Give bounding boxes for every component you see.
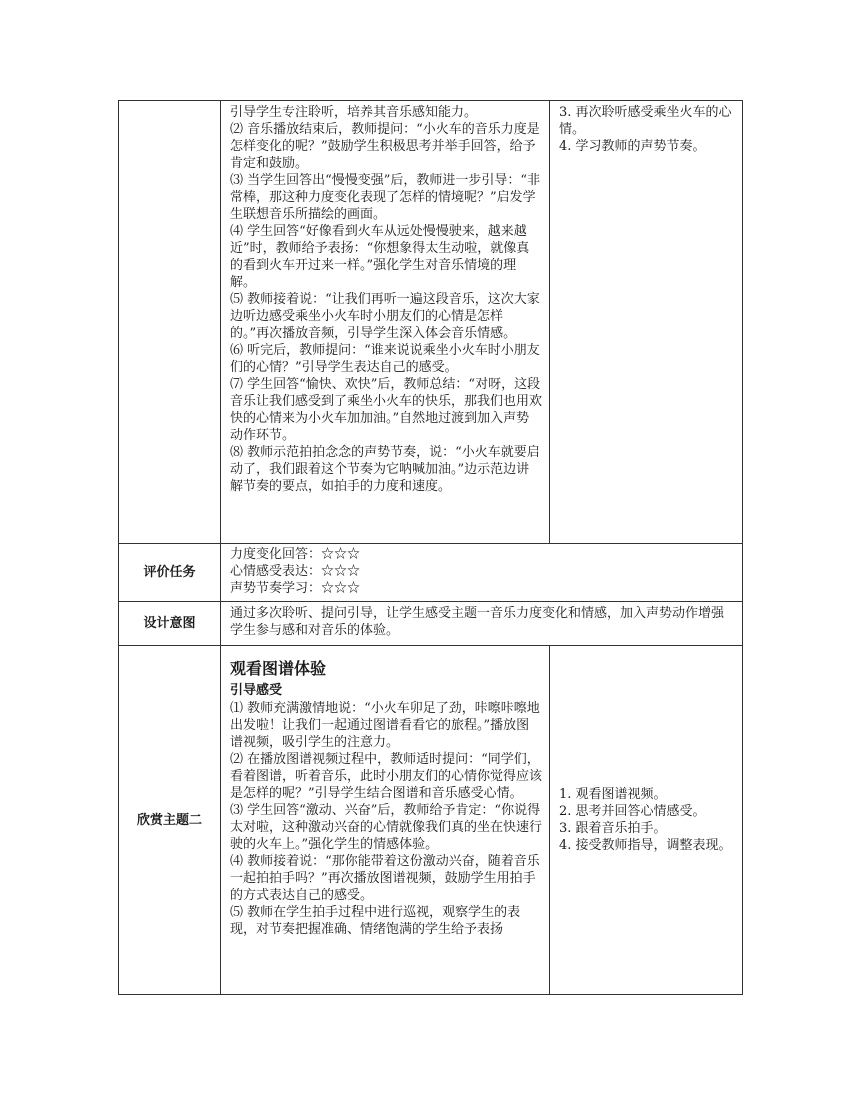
student-item: 4. 学习教师的声势节奏。 bbox=[559, 139, 706, 154]
activity-paragraph: ⑵ 音乐播放结束后，教师提问：“小火车的音乐力度是怎样变化的呢？”鼓励学生积极思考并举手回答，给予肯定和鼓励。 bbox=[230, 122, 540, 171]
activity-paragraph: ⑷ 教师接着说：“那你能带着这份激动兴奋，随着音乐一起拍拍手吗？”再次播放图谱视频，鼓励学生用拍手的方式表达自己的感受。 bbox=[230, 854, 540, 903]
evaluation-item: 声势节奏学习：☆☆☆ bbox=[230, 581, 361, 596]
student-activities-cell bbox=[550, 101, 743, 544]
row-design-intent bbox=[119, 602, 743, 646]
activity-paragraph: ⑷ 学生回答“好像看到火车从远处慢慢驶来，越来越近”时，教师给予表扬：“你想象得太生动啦，就像真的看到火车开过来一样。”强化学生对音乐情境的理解。 bbox=[230, 224, 530, 290]
activity-paragraph: ⑶ 学生回答“激动、兴奋”后，教师给予肯定：“你说得太对啦，这种激动兴奋的心情就像我们真的坐在快速行驶的火车上。”强化学生的情感体验。 bbox=[230, 803, 543, 852]
student-item: 3. 再次聆听感受乘坐火车的心情。 bbox=[559, 105, 732, 137]
teacher-activities-cell bbox=[221, 101, 550, 544]
evaluation-items-cell bbox=[221, 544, 743, 602]
student-item: 1. 观看图谱视频。 bbox=[559, 787, 667, 802]
design-text: 通过多次聆听、提问引导，让学生感受主题一音乐力度变化和情感，加入声势动作增强学生参与感和对音乐的体验。 bbox=[230, 606, 725, 638]
section-title: 观看图谱体验 bbox=[230, 659, 327, 678]
activity-paragraph: ⑸ 教师接着说：“让我们再听一遍这段音乐，这次大家边听边感受乘坐小火车时小朋友们的心情是怎样的。”再次播放音频，引导学生深入体会音乐情感。 bbox=[230, 292, 540, 341]
activity-paragraph: ⑸ 教师在学生拍手过程中进行巡视，观察学生的表现，对节奏把握准确、情绪饱满的学生给予表扬 bbox=[230, 905, 521, 937]
activity-paragraph: 引导学生专注聆听，培养其音乐感知能力。 bbox=[230, 105, 478, 120]
student-item: 2. 思考并回答心情感受。 bbox=[559, 804, 706, 819]
design-text-cell bbox=[221, 602, 743, 646]
empty-label-cell bbox=[119, 101, 221, 544]
activity-paragraph: ⑵ 在播放图谱视频过程中，教师适时提问：“同学们，看着图谱，听着音乐，此时小朋友们的心情你觉得应该是怎样的呢？”引导学生结合图谱和音乐感受心情。 bbox=[230, 752, 543, 801]
row-continued bbox=[119, 101, 743, 544]
evaluation-item: 力度变化回答：☆☆☆ bbox=[230, 547, 361, 562]
activity-paragraph: ⑶ 当学生回答出“慢慢变强”后，教师进一步引导：“非常棒，那这种力度变化表现了怎样的情境呢？”启发学生联想音乐所描绘的画面。 bbox=[230, 173, 541, 222]
theme-two-teacher-cell bbox=[221, 646, 550, 995]
evaluation-label: 评价任务 bbox=[119, 544, 221, 602]
lesson-plan-table bbox=[118, 100, 743, 995]
activity-paragraph: ⑺ 学生回答“愉快、欢快”后，教师总结：“对呀，这段音乐让我们感受到了乘坐小火车的快乐，那我们也用欢快的心情来为小火车加加油。”自然地过渡到加入声势动作环节。 bbox=[230, 377, 543, 443]
evaluation-item: 心情感受表达：☆☆☆ bbox=[230, 564, 361, 579]
activity-paragraph: ⑴ 教师充满激情地说：“小火车卯足了劲，咔嚓咔嚓地出发啦！让我们一起通过图谱看看它的旅程。”播放图谱视频，吸引学生的注意力。 bbox=[230, 701, 540, 750]
activity-paragraph: ⑹ 听完后，教师提问：“谁来说说乘坐小火车时小朋友们的心情？”引导学生表达自己的感受。 bbox=[230, 343, 540, 375]
student-item: 4. 接受教师指导，调整表现。 bbox=[559, 838, 732, 853]
theme-two-label: 欣赏主题二 bbox=[119, 646, 221, 995]
activity-paragraph: ⑻ 教师示范拍拍念念的声势节奏，说：“小火车就要启动了，我们跟着这个节奏为它呐喊加油。”边示范边讲解节奏的要点，如拍手的力度和速度。 bbox=[230, 445, 540, 494]
design-label: 设计意图 bbox=[119, 602, 221, 646]
section-subtitle: 引导感受 bbox=[230, 683, 283, 698]
student-item: 3. 跟着音乐拍手。 bbox=[559, 821, 667, 836]
row-evaluation bbox=[119, 544, 743, 602]
theme-two-student-cell bbox=[550, 646, 743, 995]
row-theme-two bbox=[119, 646, 743, 995]
